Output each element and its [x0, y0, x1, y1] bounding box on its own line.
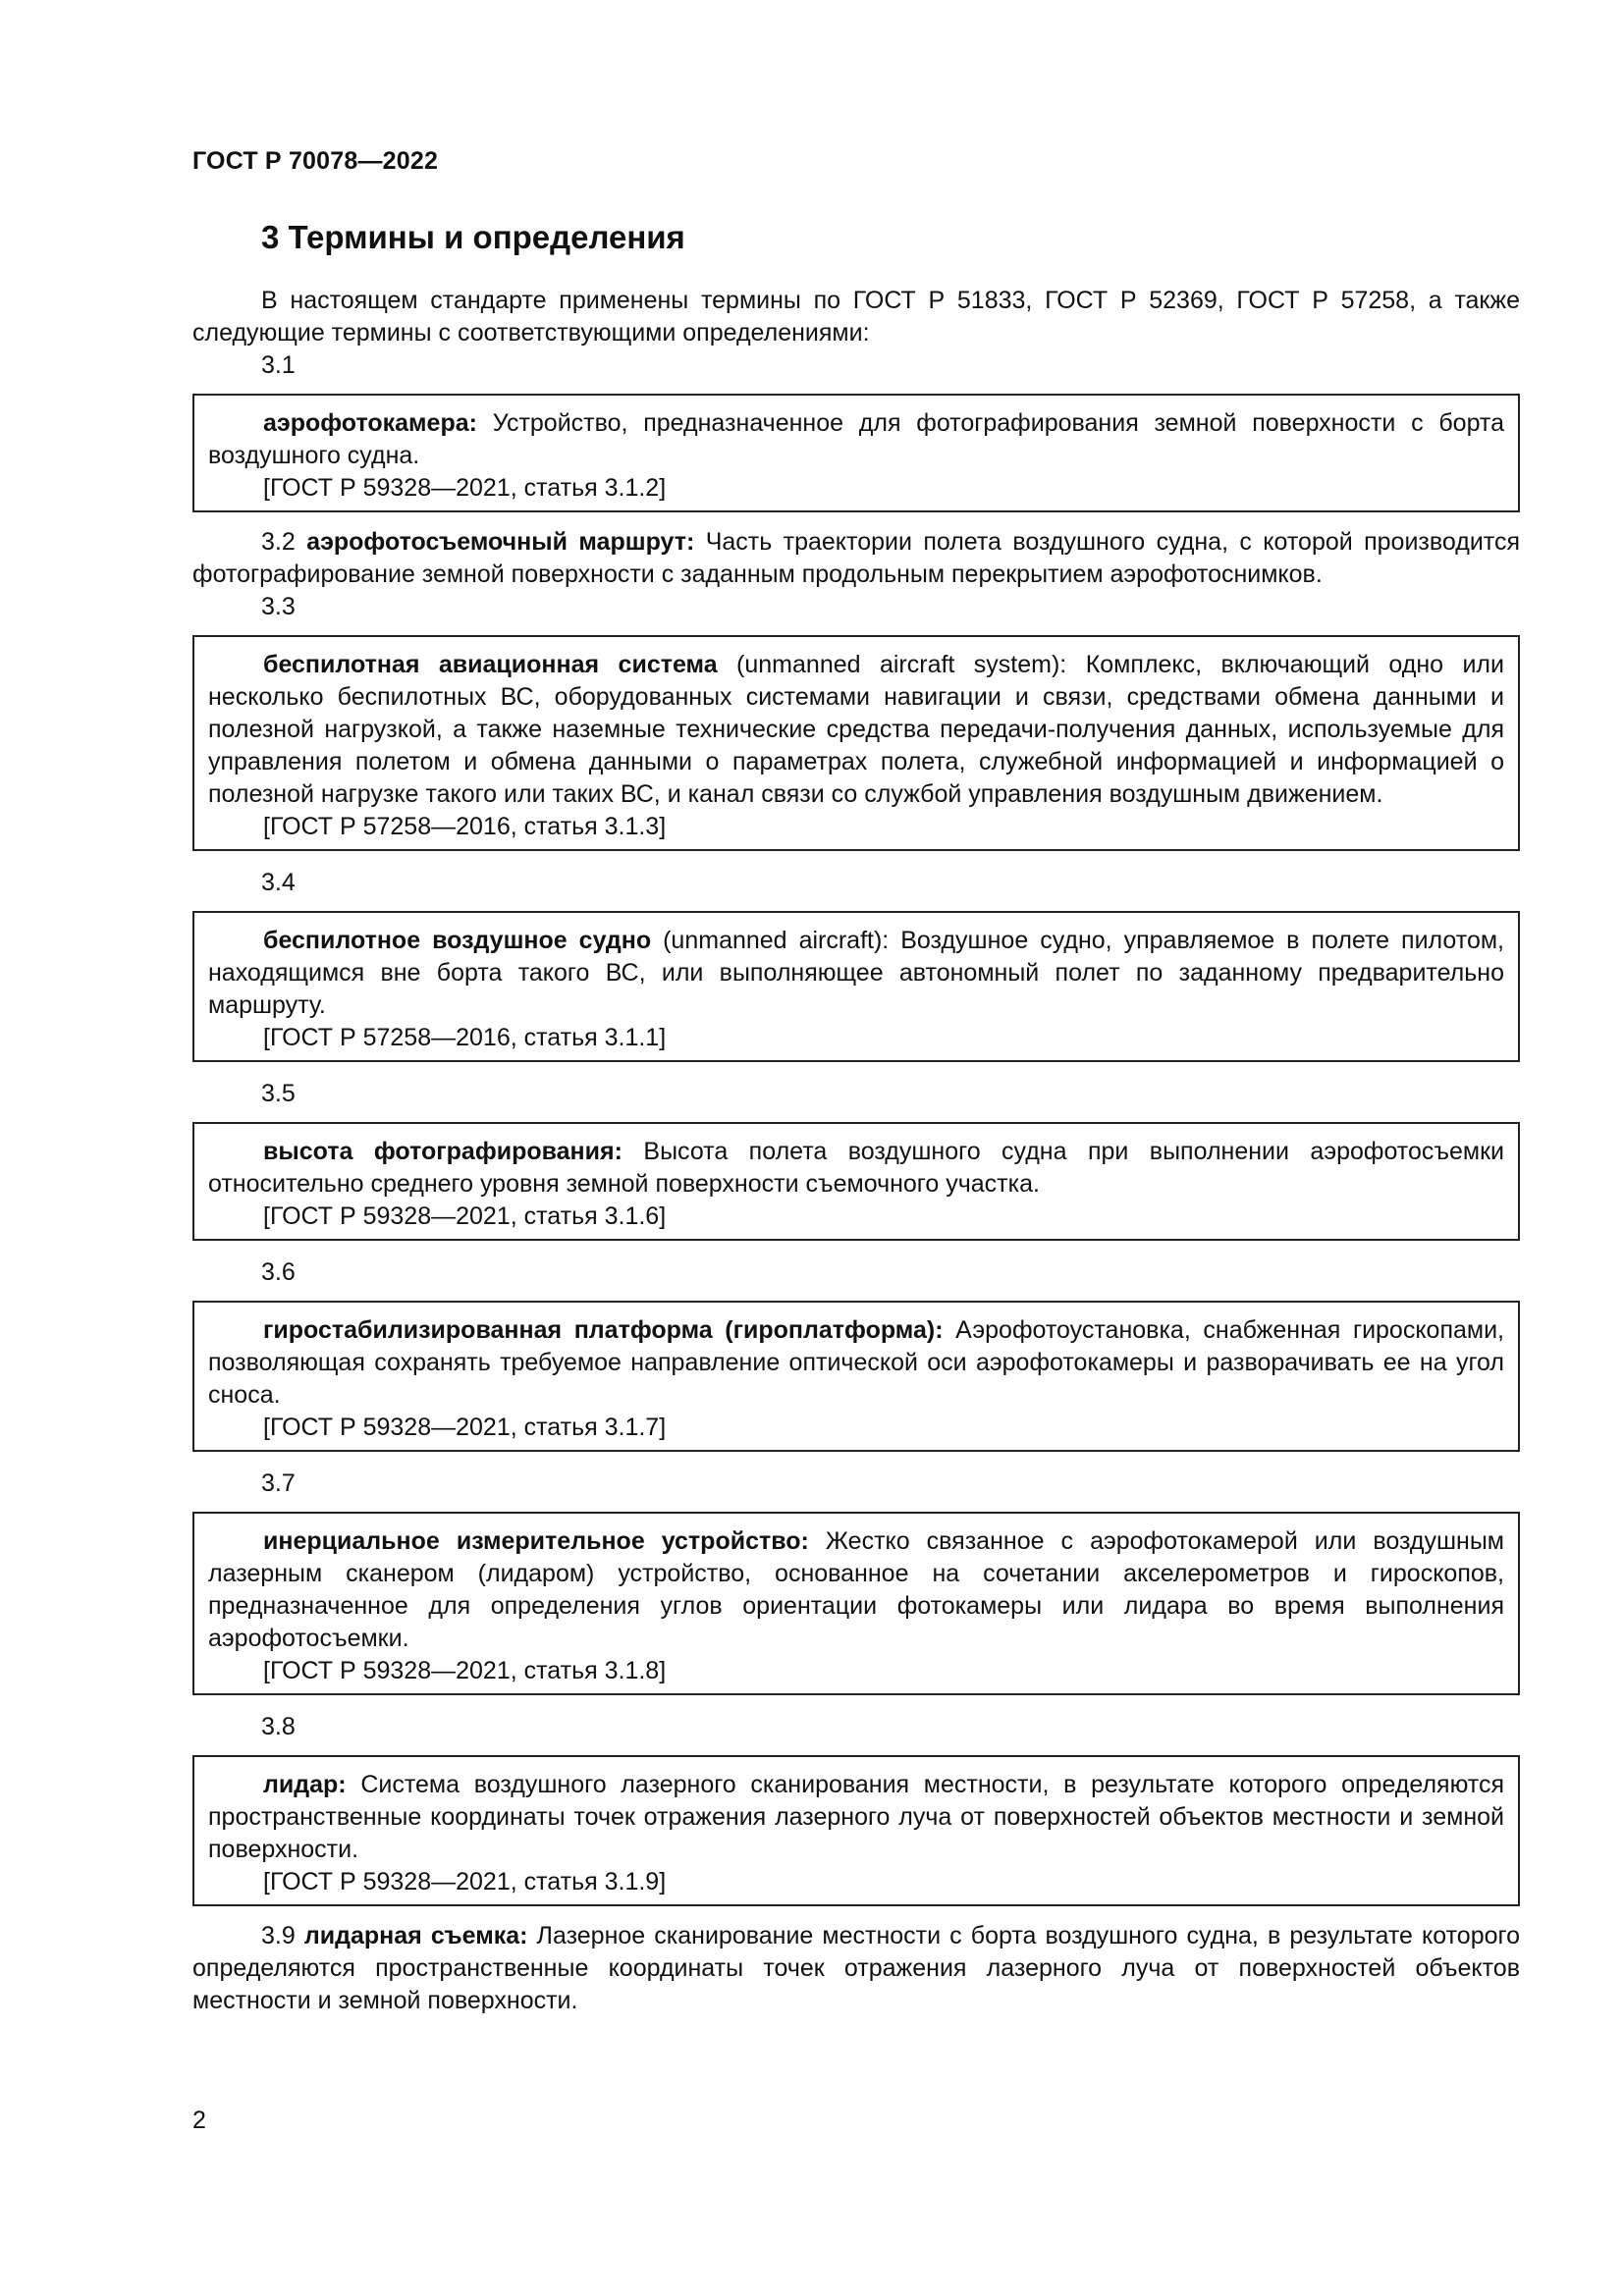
document-header: ГОСТ Р 70078—2022	[192, 147, 439, 175]
section-title: 3 Термины и определения	[261, 219, 685, 255]
entry-number: 3.2	[261, 528, 296, 556]
definition-text: Жестко связанное с аэрофотокамерой или воздушным лазерным сканером (лидаром) устройство, основанное на сочетании акселерометров и гироскопов, предназначенное для определения углов ориентации фотокамеры или лидара во время выполнения аэрофотосъемки.	[208, 1527, 1504, 1652]
entry-number: 3.6	[261, 1258, 296, 1286]
source-reference: [ГОСТ Р 59328—2021, статья 3.1.9]	[263, 1868, 667, 1896]
term: высота фотографирования:	[263, 1138, 623, 1165]
term-box	[192, 1512, 1520, 1695]
definition-text: Высота полета воздушного судна при выполнении аэрофотосъемки относительно среднего уровня земной поверхности съемочного участка.	[208, 1138, 1504, 1198]
entry-number: 3.5	[261, 1080, 296, 1107]
term-box	[192, 911, 1520, 1062]
definition	[208, 925, 1504, 1022]
entry-number: 3.1	[261, 351, 296, 379]
term: беспилотная авиационная система	[263, 651, 718, 678]
definition	[208, 1136, 1504, 1201]
term-qualifier: (unmanned aircraft system):	[736, 651, 1067, 678]
definition-text: Система воздушного лазерного сканирования местности, в результате которого определяются пространственные координаты точек отражения лазерного луча от поверхностей объектов местности и земной поверхности.	[208, 1771, 1504, 1863]
term: лидарная съемка:	[303, 1922, 528, 1949]
definition-text: Лазерное сканирование местности с борта воздушного судна, в результате которого определяются пространственные координаты точек отражения лазерного луча от поверхностей объектов местности и земной поверхности.	[192, 1922, 1520, 2014]
entry-number: 3.8	[261, 1713, 296, 1740]
definition-text: Устройство, предназначенное для фотографирования земной поверхности с борта воздушного судна.	[208, 409, 1504, 469]
entry-number: 3.3	[261, 593, 296, 620]
page-number: 2	[192, 2107, 206, 2134]
term: аэрофотокамера:	[263, 409, 477, 437]
source-reference: [ГОСТ Р 57258—2016, статья 3.1.3]	[263, 813, 667, 840]
entry-number: 3.4	[261, 869, 296, 896]
definition-text: Комплекс, включающий одно или несколько беспилотных ВС, оборудованных системами навигации и связи, средствами обмена данными и полезной нагрузкой, а также наземные технические средства передачи-получения данных, используемые для управления полетом и обмена данными о параметрах полета, служебной информацией и информацией о полезной нагрузке такого или таких ВС, и канал связи со службой управления воздушным движением.	[208, 651, 1504, 808]
definition	[208, 1314, 1504, 1412]
document-body	[192, 218, 1520, 2017]
term: гиростабилизированная платформа (гироплатформа):	[263, 1316, 944, 1344]
term-box	[192, 1122, 1520, 1241]
term-box	[192, 1301, 1520, 1452]
definition	[208, 649, 1504, 811]
source-reference: [ГОСТ Р 59328—2021, статья 3.1.6]	[263, 1202, 667, 1230]
source-reference: [ГОСТ Р 59328—2021, статья 3.1.7]	[263, 1414, 667, 1441]
entry-number: 3.9	[261, 1922, 296, 1949]
term: инерциальное измерительное устройство:	[263, 1527, 809, 1555]
term: беспилотное воздушное судно	[263, 927, 652, 954]
definition	[208, 407, 1504, 472]
inline-definition	[192, 526, 1520, 591]
definition-text: Воздушное судно, управляемое в полете пилотом, находящимся вне борта такого ВС, или выполняющее автономный полет по заданному предварительно маршруту.	[208, 927, 1504, 1019]
definition-text: Аэрофотоустановка, снабженная гироскопами, позволяющая сохранять требуемое направление оптической оси аэрофотокамеры и разворачивать ее на угол сноса.	[208, 1316, 1504, 1409]
intro-paragraph: В настоящем стандарте применены термины по ГОСТ Р 51833, ГОСТ Р 52369, ГОСТ Р 57258, а также следующие термины с соответствующими определениями:	[192, 287, 1520, 347]
source-reference: [ГОСТ Р 59328—2021, статья 3.1.8]	[263, 1657, 667, 1684]
source-reference: [ГОСТ Р 59328—2021, статья 3.1.2]	[263, 474, 667, 502]
inline-definition	[192, 1920, 1520, 2017]
term: лидар:	[263, 1771, 347, 1798]
definition	[208, 1769, 1504, 1866]
entry-number: 3.7	[261, 1469, 296, 1497]
term-box	[192, 394, 1520, 512]
term: аэрофотосъемочный маршрут:	[306, 528, 695, 556]
term-qualifier: (unmanned aircraft):	[663, 927, 890, 954]
definition	[208, 1525, 1504, 1655]
term-box	[192, 1755, 1520, 1906]
definition-text: Часть траектории полета воздушного судна, с которой производится фотографирование земной поверхности с заданным продольным перекрытием аэрофотоснимков.	[192, 528, 1520, 588]
term-box	[192, 635, 1520, 851]
source-reference: [ГОСТ Р 57258—2016, статья 3.1.1]	[263, 1024, 667, 1051]
